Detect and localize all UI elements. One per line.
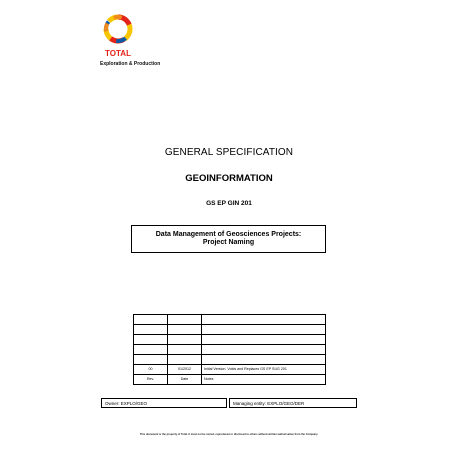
date-cell (168, 335, 202, 345)
revision-cell (134, 315, 168, 325)
total-logo-icon (101, 14, 135, 60)
notes-cell (202, 335, 326, 345)
subject-box (131, 225, 326, 253)
revision-row (134, 365, 326, 375)
subject-line-2: Project Naming (202, 239, 255, 246)
owner-field: Owner: EXPLO/GEO (101, 398, 227, 408)
notes-cell (202, 345, 326, 355)
document-title: GEOINFORMATION (185, 173, 273, 184)
revision-cell (134, 355, 168, 365)
revision-cell (134, 345, 168, 355)
revision-cell: Rev. (134, 375, 168, 385)
revision-row (134, 315, 326, 325)
revision-cell (134, 335, 168, 345)
spec-type: GENERAL SPECIFICATION (164, 147, 294, 158)
revision-row (134, 335, 326, 345)
confidentiality-notice: This document is the property of Total. It must not be stored, reproduced or disclosed to others without written authorisation from the Company. (139, 433, 319, 436)
revision-table (133, 314, 326, 385)
notes-cell: Initial Version. Voids and Replaces GS EP SUG 201 (202, 365, 326, 375)
date-cell: 01/2012 (168, 365, 202, 375)
date-cell (168, 345, 202, 355)
company-division: Exploration & Production (100, 61, 161, 67)
notes-cell: Notes (202, 375, 326, 385)
notes-cell (202, 315, 326, 325)
revision-row (134, 355, 326, 365)
date-cell: Date (168, 375, 202, 385)
revision-cell: 00 (134, 365, 168, 375)
logo-text: TOTAL (105, 49, 131, 58)
document-code: GS EP GIN 201 (206, 200, 252, 207)
revision-row (134, 325, 326, 335)
date-cell (168, 325, 202, 335)
revision-row (134, 375, 326, 385)
revision-row (134, 345, 326, 355)
managing-entity-field: Managing entity: EXPLO/GEO/DER (229, 398, 357, 408)
notes-cell (202, 355, 326, 365)
date-cell (168, 355, 202, 365)
subject-line-1: Data Management of Geosciences Projects: (155, 230, 302, 238)
total-logo (101, 14, 135, 60)
revision-cell (134, 325, 168, 335)
date-cell (168, 315, 202, 325)
notes-cell (202, 325, 326, 335)
